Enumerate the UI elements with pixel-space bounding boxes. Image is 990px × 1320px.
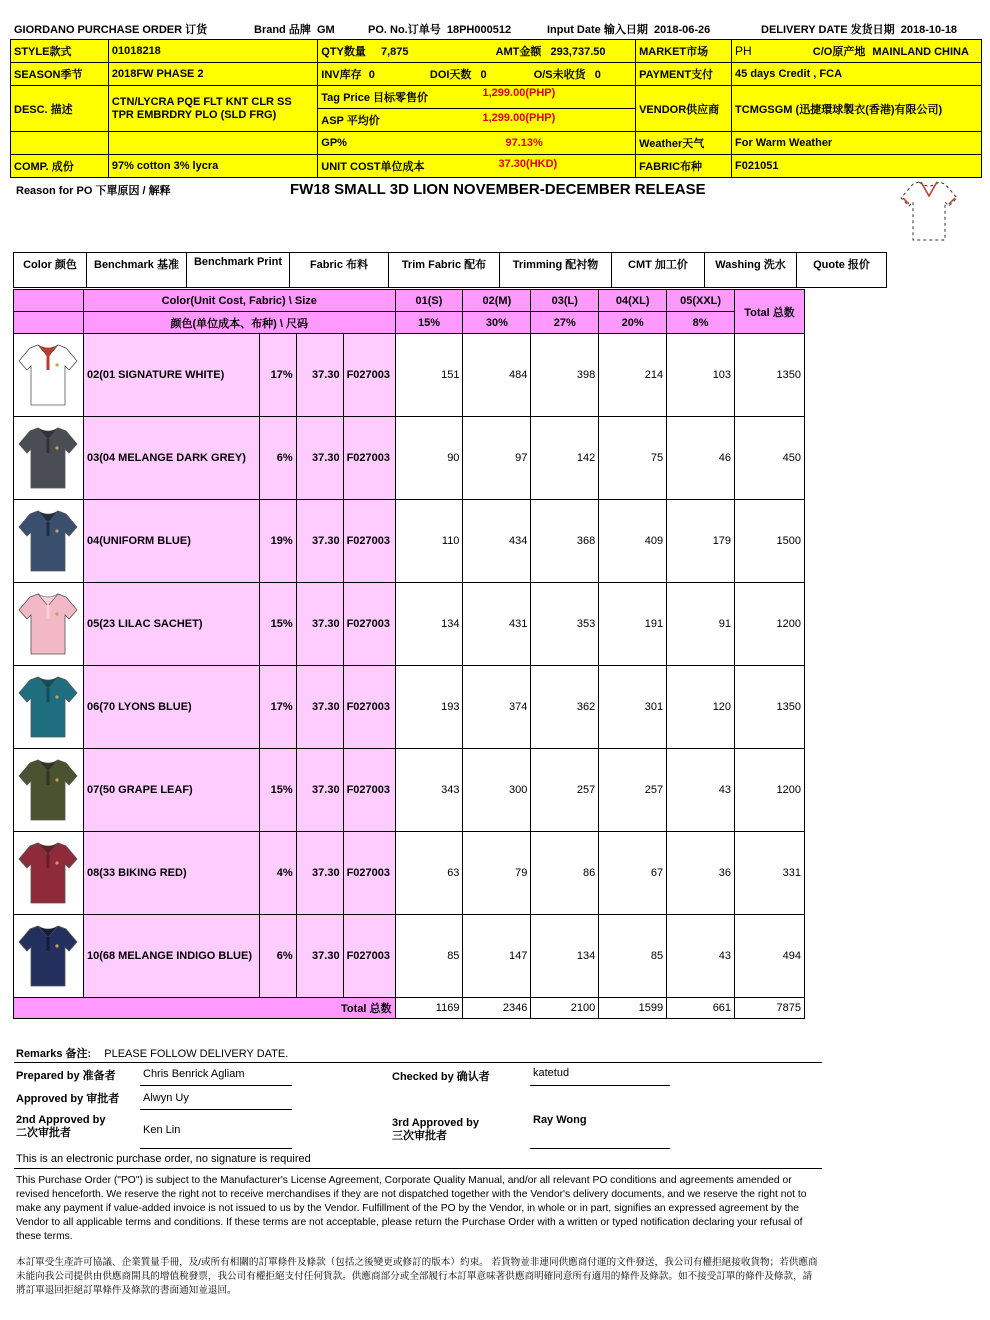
polo-shirt-icon <box>18 588 78 660</box>
total-header: Total 总数 <box>735 290 805 334</box>
size-qty: 110 <box>395 500 463 583</box>
unit-cost: 37.30 <box>296 417 343 500</box>
tab-cmt[interactable]: CMT 加工价 <box>612 253 705 288</box>
color-name: 05(23 LILAC SACHET) <box>83 583 259 666</box>
asp-cell <box>318 109 636 132</box>
inv-value: 0 <box>368 69 375 81</box>
co-value: MAINLAND CHINA <box>872 46 969 58</box>
brand-label: Brand 品牌 <box>254 24 311 36</box>
tab-washing[interactable]: Washing 洗水 <box>705 253 797 288</box>
fabric-code: F027003 <box>343 749 395 832</box>
tab-trim-fabric[interactable]: Trim Fabric 配布 <box>389 253 500 288</box>
unit-cost: 37.30 <box>296 832 343 915</box>
gp-value: 97.13% <box>505 137 543 149</box>
size-qty: 63 <box>395 832 463 915</box>
size-qty: 362 <box>531 666 599 749</box>
vendor-value: TCMGSGM (迅捷環球製衣(香港)有限公司) <box>732 86 982 132</box>
co-label: C/O原产地 <box>812 46 866 58</box>
delivery-date-field <box>761 21 957 37</box>
size-qty: 343 <box>395 749 463 832</box>
comp-value: 97% cotton 3% lycra <box>108 155 317 178</box>
size-qty: 409 <box>599 500 667 583</box>
tab-benchmark[interactable]: Benchmark 基准 <box>87 253 187 288</box>
size-qty: 214 <box>599 334 667 417</box>
doi-value: 0 <box>480 69 487 81</box>
electronic-note: This is an electronic purchase order, no signature is required <box>16 1153 311 1165</box>
gp-cell <box>318 132 636 155</box>
size-qty: 398 <box>531 334 599 417</box>
size-total: 1169 <box>395 998 463 1019</box>
grid-header-cn: 颜色(单位成本、布种) \ 尺码 <box>83 312 395 334</box>
size-qty: 151 <box>395 334 463 417</box>
color-row <box>14 832 805 915</box>
row-total: 331 <box>735 832 805 915</box>
size-qty: 300 <box>463 749 531 832</box>
size-qty: 43 <box>667 915 735 998</box>
prepared-label: Prepared by 准备者 <box>16 1070 116 1082</box>
tab-quote[interactable]: Quote 报价 <box>797 253 887 288</box>
desc-value: CTN/LYCRA PQE FLT KNT CLR SS TPR EMBRDRY PLO (SLD FRG) <box>108 86 317 132</box>
size-qty: 43 <box>667 749 735 832</box>
polo-shirt-icon <box>18 505 78 577</box>
market-value: PH <box>735 44 752 58</box>
delivery-date: 2018-10-18 <box>900 24 958 36</box>
approved2-value: Ken Lin <box>143 1124 181 1136</box>
color-name: 10(68 MELANGE INDIGO BLUE) <box>83 915 259 998</box>
size-ratio: 27% <box>531 312 599 334</box>
size-ratio: 20% <box>599 312 667 334</box>
reason-label: Reason for PO 下單原因 / 解释 <box>16 185 171 197</box>
color-name: 04(UNIFORM BLUE) <box>83 500 259 583</box>
qty-amt-cell <box>318 40 636 63</box>
brand-value: GM <box>316 24 335 36</box>
divider <box>14 1168 822 1169</box>
size-qty: 120 <box>667 666 735 749</box>
unit-cost: 37.30 <box>296 500 343 583</box>
size-qty: 46 <box>667 417 735 500</box>
input-date-field <box>547 21 710 37</box>
tag-price-label: Tag Price 目标零售价 <box>321 92 429 104</box>
size-qty: 75 <box>599 417 667 500</box>
size-breakdown-table <box>13 289 805 1019</box>
payment-value: 45 days Credit , FCA <box>732 63 982 86</box>
size-qty: 257 <box>531 749 599 832</box>
row-total: 1200 <box>735 583 805 666</box>
unit-cost: 37.30 <box>296 749 343 832</box>
approved3-label: 3rd Approved by 三次审批者 <box>392 1117 479 1142</box>
color-name: 06(70 LYONS BLUE) <box>83 666 259 749</box>
color-row <box>14 915 805 998</box>
market-cell <box>732 40 982 63</box>
size-qty: 86 <box>531 832 599 915</box>
os-label: O/S未收货 <box>533 69 586 81</box>
approved-label: Approved by 审批者 <box>16 1093 120 1105</box>
color-ratio: 17% <box>259 334 296 417</box>
shirt-thumbnail <box>14 583 84 666</box>
size-qty: 431 <box>463 583 531 666</box>
inv-label: INV库存 <box>321 69 362 81</box>
size-total: 2100 <box>531 998 599 1019</box>
inventory-cell <box>318 63 636 86</box>
color-row <box>14 334 805 417</box>
polo-shirt-icon <box>18 671 78 743</box>
approved-value: Alwyn Uy <box>143 1092 189 1104</box>
grand-total-label: Total 总数 <box>14 998 396 1019</box>
color-name: 03(04 MELANGE DARK GREY) <box>83 417 259 500</box>
order-info-table <box>10 39 982 178</box>
size-ratio: 30% <box>463 312 531 334</box>
section-tabs <box>13 252 887 288</box>
po-number-field <box>368 21 511 37</box>
fabric-label: FABRIC布种 <box>636 155 732 178</box>
color-row <box>14 583 805 666</box>
row-total: 1500 <box>735 500 805 583</box>
asp-value: 1,299.00(PHP) <box>482 112 556 124</box>
unit-cost: 37.30 <box>296 583 343 666</box>
prepared-value: Chris Benrick Agliam <box>143 1068 245 1080</box>
gp-label: GP% <box>321 137 347 149</box>
amt-value: 293,737.50 <box>550 46 606 58</box>
size-qty: 85 <box>395 915 463 998</box>
shirt-thumbnail <box>14 915 84 998</box>
color-row <box>14 749 805 832</box>
unit-cost: 37.30 <box>296 915 343 998</box>
asp-label: ASP 平均价 <box>321 115 380 127</box>
weather-label: Weather天气 <box>636 132 732 155</box>
color-row <box>14 500 805 583</box>
style-sketch-icon <box>898 176 960 248</box>
input-date-label: Input Date 输入日期 <box>547 24 648 36</box>
size-qty: 142 <box>531 417 599 500</box>
color-ratio: 6% <box>259 915 296 998</box>
divider <box>14 1062 822 1063</box>
shirt-thumbnail <box>14 666 84 749</box>
polo-shirt-icon <box>18 837 78 909</box>
shirt-thumbnail <box>14 417 84 500</box>
unit-cost-label: UNIT COST单位成本 <box>321 161 425 173</box>
fabric-code: F027003 <box>343 583 395 666</box>
row-total: 450 <box>735 417 805 500</box>
qty-value: 7,875 <box>380 46 409 58</box>
color-row <box>14 666 805 749</box>
size-total: 1599 <box>599 998 667 1019</box>
season-value: 2018FW PHASE 2 <box>108 63 317 86</box>
color-name: 08(33 BIKING RED) <box>83 832 259 915</box>
terms-english: This Purchase Order ("PO") is subject to the Manufacturer's License Agreement, Corporate Quality Manual, and/or all relevant PO conditions and agreements amended or revised henceforth. We reserve the right not to receive merchandises if they are not dispatched together with the Vendor's delivery documents, and we reserve the right not to make any payment if value-added invoice is not issued to us by the Vendor. Fulfillment of the PO by the Vendor, in whole or in part, signifies an expressed agreement by the Vendor to all applicable terms and conditions. If these terms are not acceptable, please return the Purchase Order with a written or typed notification declaring your refusal of these terms. <box>16 1175 807 1242</box>
row-total: 1350 <box>735 334 805 417</box>
size-qty: 36 <box>667 832 735 915</box>
grand-total: 7875 <box>735 998 805 1019</box>
shirt-thumbnail <box>14 500 84 583</box>
shirt-thumbnail <box>14 832 84 915</box>
fabric-code: F027003 <box>343 832 395 915</box>
shirt-thumbnail <box>14 334 84 417</box>
brand-field <box>254 21 335 37</box>
size-qty: 301 <box>599 666 667 749</box>
amt-label: AMT金额 <box>495 46 542 58</box>
remarks-text: PLEASE FOLLOW DELIVERY DATE. <box>104 1048 289 1060</box>
size-qty: 103 <box>667 334 735 417</box>
size-ratio: 15% <box>395 312 463 334</box>
unit-cost-cell <box>318 155 636 178</box>
unit-cost-value: 37.30(HKD) <box>498 158 558 170</box>
size-qty: 90 <box>395 417 463 500</box>
size-header: 04(XL) <box>599 290 667 312</box>
color-ratio: 15% <box>259 583 296 666</box>
qty-label: QTY数量 <box>321 46 366 58</box>
row-total: 1350 <box>735 666 805 749</box>
polo-shirt-icon <box>18 422 78 494</box>
size-header: 05(XXL) <box>667 290 735 312</box>
document-title: GIORDANO PURCHASE ORDER 订货 <box>14 24 208 36</box>
size-header: 03(L) <box>531 290 599 312</box>
polo-shirt-icon <box>18 754 78 826</box>
unit-cost: 37.30 <box>296 334 343 417</box>
polo-shirt-icon <box>18 920 78 992</box>
color-name: 07(50 GRAPE LEAF) <box>83 749 259 832</box>
style-label: STYLE款式 <box>11 40 109 63</box>
size-qty: 484 <box>463 334 531 417</box>
os-value: 0 <box>594 69 601 81</box>
fabric-value: F021051 <box>732 155 982 178</box>
size-qty: 134 <box>395 583 463 666</box>
color-name: 02(01 SIGNATURE WHITE) <box>83 334 259 417</box>
fabric-code: F027003 <box>343 915 395 998</box>
po-label: PO. No.订单号 <box>368 24 441 36</box>
fabric-code: F027003 <box>343 500 395 583</box>
tab-trimming[interactable]: Trimming 配衬物 <box>500 253 612 288</box>
shirt-thumbnail <box>14 749 84 832</box>
color-ratio: 15% <box>259 749 296 832</box>
size-qty: 79 <box>463 832 531 915</box>
comp-label: COMP. 成份 <box>11 155 109 178</box>
season-label: SEASON季节 <box>11 63 109 86</box>
size-header: 02(M) <box>463 290 531 312</box>
fabric-code: F027003 <box>343 666 395 749</box>
input-date: 2018-06-26 <box>653 24 711 36</box>
size-qty: 147 <box>463 915 531 998</box>
tab-color[interactable]: Color 颜色 <box>14 253 87 288</box>
checked-value: katetud <box>533 1067 570 1079</box>
color-ratio: 4% <box>259 832 296 915</box>
polo-shirt-icon <box>18 339 78 411</box>
size-qty: 179 <box>667 500 735 583</box>
size-qty: 368 <box>531 500 599 583</box>
size-qty: 191 <box>599 583 667 666</box>
fabric-code: F027003 <box>343 334 395 417</box>
size-qty: 91 <box>667 583 735 666</box>
size-qty: 85 <box>599 915 667 998</box>
row-total: 1200 <box>735 749 805 832</box>
payment-label: PAYMENT支付 <box>636 63 732 86</box>
tab-benchmark-print[interactable]: Benchmark Print <box>187 253 290 288</box>
size-qty: 257 <box>599 749 667 832</box>
approved3-value: Ray Wong <box>533 1114 587 1126</box>
po-number: 18PH000512 <box>446 24 512 36</box>
weather-value: For Warm Weather <box>732 132 982 155</box>
size-qty: 353 <box>531 583 599 666</box>
size-qty: 134 <box>531 915 599 998</box>
size-qty: 67 <box>599 832 667 915</box>
size-qty: 193 <box>395 666 463 749</box>
terms-chinese: 本訂單受生產許可協議、企業質量手冊，及/或所有相關的訂單條件及條款（包括之後變更或修訂的版本）約束。 若貨物並非連同供應商付運的文件發送，我公司有權拒絕接收貨物；若供應商未能向我公司提供由供應商開具的增值稅發票，我公司有權拒絕支付任何貨款。供應商部分或全部履行本訂單意味著供應商明確同意所有適用的條件及條款。如不接受訂單的條件及條款，請將訂單退回拒絕訂單條件及條款的書面通知並退回。 <box>16 1257 818 1296</box>
color-ratio: 6% <box>259 417 296 500</box>
remarks <box>16 1045 288 1061</box>
row-total: 494 <box>735 915 805 998</box>
approved2-label: 2nd Approved by 二次审批者 <box>16 1114 106 1139</box>
size-header: 01(S) <box>395 290 463 312</box>
vendor-label: VENDOR供应商 <box>636 86 732 132</box>
color-ratio: 17% <box>259 666 296 749</box>
size-qty: 434 <box>463 500 531 583</box>
size-total: 2346 <box>463 998 531 1019</box>
size-ratio: 8% <box>667 312 735 334</box>
market-label: MARKET市场 <box>636 40 732 63</box>
size-qty: 97 <box>463 417 531 500</box>
release-title: FW18 SMALL 3D LION NOVEMBER-DECEMBER RELEASE <box>290 181 706 198</box>
size-total: 661 <box>667 998 735 1019</box>
checked-label: Checked by 确认者 <box>392 1071 490 1083</box>
tag-price-cell <box>318 86 636 109</box>
delivery-date-label: DELIVERY DATE 发货日期 <box>761 24 895 36</box>
remarks-label: Remarks 备注: <box>16 1048 92 1060</box>
fabric-code: F027003 <box>343 417 395 500</box>
desc-label: DESC. 描述 <box>11 86 109 132</box>
tab-fabric[interactable]: Fabric 布料 <box>290 253 389 288</box>
tag-price-value: 1,299.00(PHP) <box>482 87 556 99</box>
unit-cost: 37.30 <box>296 666 343 749</box>
doi-label: DOI天数 <box>429 69 472 81</box>
color-ratio: 19% <box>259 500 296 583</box>
style-value: 01018218 <box>108 40 317 63</box>
grid-header-en: Color(Unit Cost, Fabric) \ Size <box>83 290 395 312</box>
color-row <box>14 417 805 500</box>
size-qty: 374 <box>463 666 531 749</box>
